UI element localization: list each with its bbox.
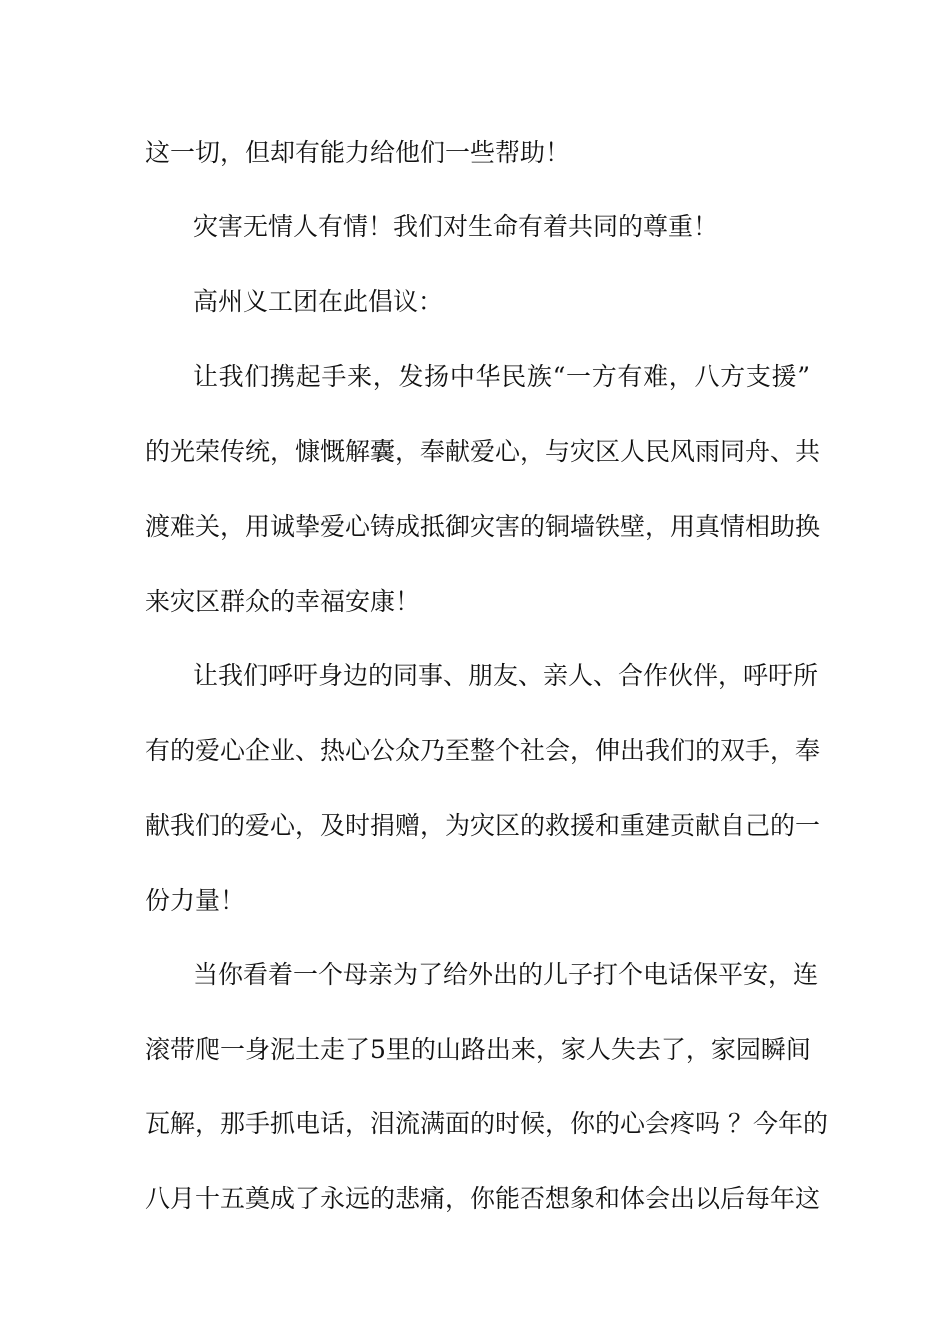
text-line: 这一切，但却有能力给他们一些帮助！ [145, 138, 571, 167]
text-line: 让我们呼吁身边的同事、朋友、亲人、合作伙伴，呼吁所 [193, 661, 819, 690]
text-line: 灾害无情人有情！我们对生命有着共同的尊重！ [193, 212, 719, 241]
text-line: 当你看着一个母亲为了给外出的儿子打个电话保平安，连 [193, 960, 819, 989]
text-line: 有的爱心企业、热心公众乃至整个社会，伸出我们的双手，奉 [145, 736, 821, 765]
text-line: 高州义工团在此倡议： [193, 287, 444, 316]
text-line: 让我们携起手来，发扬中华民族“一方有难，八方支援” [193, 362, 810, 391]
text-line: 献我们的爱心，及时捐赠，为灾区的救援和重建贡献自己的一 [145, 811, 821, 840]
text-line: 份力量！ [145, 886, 246, 915]
text-line: 渡难关，用诚挚爱心铸成抵御灾害的铜墙铁壁，用真情相助换 [145, 512, 821, 541]
text-line: 滚带爬一身泥土走了5里的山路出来，家人失去了，家园瞬间 [145, 1035, 811, 1064]
text-line: 来灾区群众的幸福安康！ [145, 587, 421, 616]
text-line: 瓦解，那手抓电话，泪流满面的时候，你的心会疼吗 ？今年的 [145, 1109, 828, 1138]
text-line: 的光荣传统，慷慨解囊，奉献爱心，与灾区人民风雨同舟、共 [145, 437, 821, 466]
text-line: 八月十五奠成了永远的悲痛，你能否想象和体会出以后每年这 [145, 1184, 821, 1213]
